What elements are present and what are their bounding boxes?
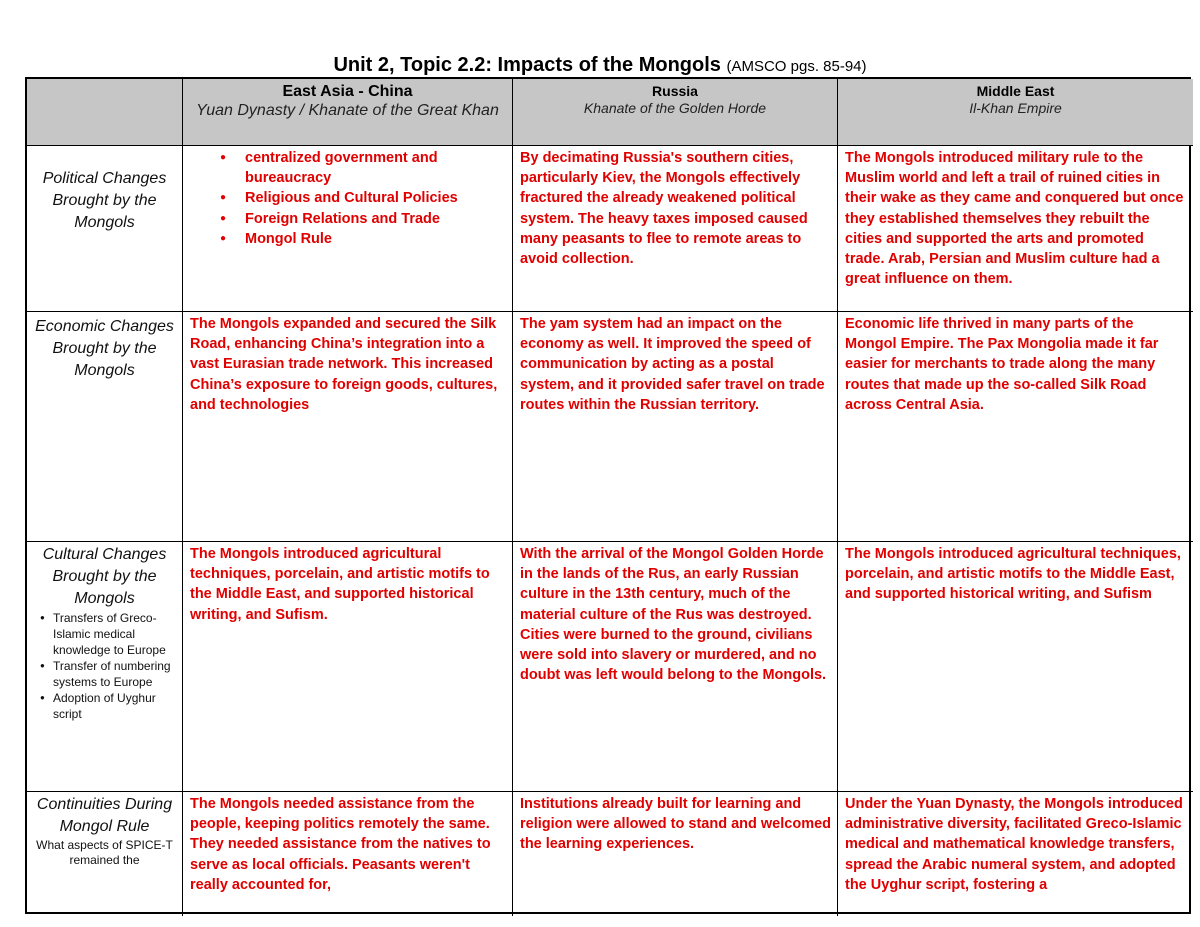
page-title <box>0 54 1200 77</box>
economic-russia: The yam system had an impact on the economy as well. It improved the speed of communication by acting as a postal system, and it provided safer travel on trade routes within the Russian territory. <box>513 312 838 542</box>
cultural-china: The Mongols introduced agricultural techniques, porcelain, and artistic motifs to the Middle East, and supported historical writing, and Sufism. <box>183 542 513 792</box>
header-middle-east <box>838 79 1193 146</box>
list-item: ● Transfers of Greco-Islamic medical knowledge to Europe <box>33 610 176 658</box>
continuities-russia: Institutions already built for learning and religion were allowed to stand and welcomed the learning experiences. <box>513 792 838 916</box>
political-russia: By decimating Russia's southern cities, particularly Kiev, the Mongols effectively fractured the already weakened political system. The heavy taxes imposed caused many peasants to flee to remote areas to avoid collection. <box>513 146 838 312</box>
cultural-label-list <box>33 610 176 722</box>
impacts-table <box>25 77 1191 914</box>
list-item: ● Adoption of Uyghur script <box>33 690 176 722</box>
header-russia-subtitle: Khanate of the Golden Horde <box>583 100 767 116</box>
row-label-cultural <box>27 542 183 792</box>
header-russia-title: Russia <box>652 83 698 99</box>
row-label-cultural-text: Cultural Changes Brought by the Mongols <box>42 546 167 607</box>
row-label-economic: Economic Changes Brought by the Mongols <box>27 312 183 542</box>
continuities-middle-east: Under the Yuan Dynasty, the Mongols introduced administrative diversity, facilitated Greco-Islamic medical and mathematical knowledge transfers, spread the Arabic numeral system, and adopted the Uyghur script, fostering a <box>845 796 1183 893</box>
row-label-continuities-note: What aspects of SPICE-T remained the <box>36 838 173 867</box>
list-item: ● Religious and Cultural Policies <box>190 188 506 208</box>
row-label-continuities-text: Continuities During Mongol Rule <box>36 796 173 835</box>
cultural-middle-east: The Mongols introduced agricultural techniques, porcelain, and artistic motifs to the Middle East, and supported historical writing, and Sufism <box>838 542 1193 792</box>
header-corner <box>27 79 183 146</box>
header-middle-east-title: Middle East <box>976 83 1055 99</box>
row-label-continuities <box>27 792 183 916</box>
header-china-title: East Asia - China <box>282 83 413 100</box>
economic-china: The Mongols expanded and secured the Silk Road, enhancing China’s integration into a vast Eurasian trade network. This increased China’s exposure to foreign goods, cultures, and technologies <box>183 312 513 542</box>
list-item: ● Mongol Rule <box>190 229 506 249</box>
title-main: Unit 2, Topic 2.2: Impacts of the Mongols <box>333 54 721 76</box>
political-middle-east: The Mongols introduced military rule to the Muslim world and left a trail of ruined cities in their wake as they came and conquered but once they established themselves they rebuilt the cities and supported the arts and promoted trade. Arab, Persian and Muslim culture had a great influence on them. <box>838 146 1193 312</box>
header-russia <box>513 79 838 146</box>
political-china <box>183 146 513 312</box>
header-china <box>183 79 513 146</box>
header-china-subtitle: Yuan Dynasty / Khanate of the Great Khan <box>196 102 499 119</box>
row-label-political: Political Changes Brought by the Mongols <box>27 146 183 312</box>
list-item: ● Foreign Relations and Trade <box>190 209 506 229</box>
political-china-list <box>190 148 506 249</box>
list-item: ● Transfer of numbering systems to Europe <box>33 658 176 690</box>
cultural-russia: With the arrival of the Mongol Golden Horde in the lands of the Rus, an early Russian culture in the 13th century, much of the material culture of the Rus was destroyed. Cities were burned to the ground, civilians were sold into slavery or murdered, and no doubt was left would belong to the Mongols. <box>513 542 838 792</box>
economic-middle-east: Economic life thrived in many parts of the Mongol Empire. The Pax Mongolia made it far easier for merchants to trade along the many routes that made up the so-called Silk Road across Central Asia. <box>838 312 1193 542</box>
title-source: (AMSCO pgs. 85-94) <box>726 58 867 75</box>
list-item: ● centralized government and bureaucracy <box>190 148 506 188</box>
continuities-china: The Mongols needed assistance from the people, keeping politics remotely the same. They needed assistance from the natives to serve as local officials. Peasants weren't really accounted for, <box>183 792 513 916</box>
header-middle-east-subtitle: Il-Khan Empire <box>969 100 1062 116</box>
